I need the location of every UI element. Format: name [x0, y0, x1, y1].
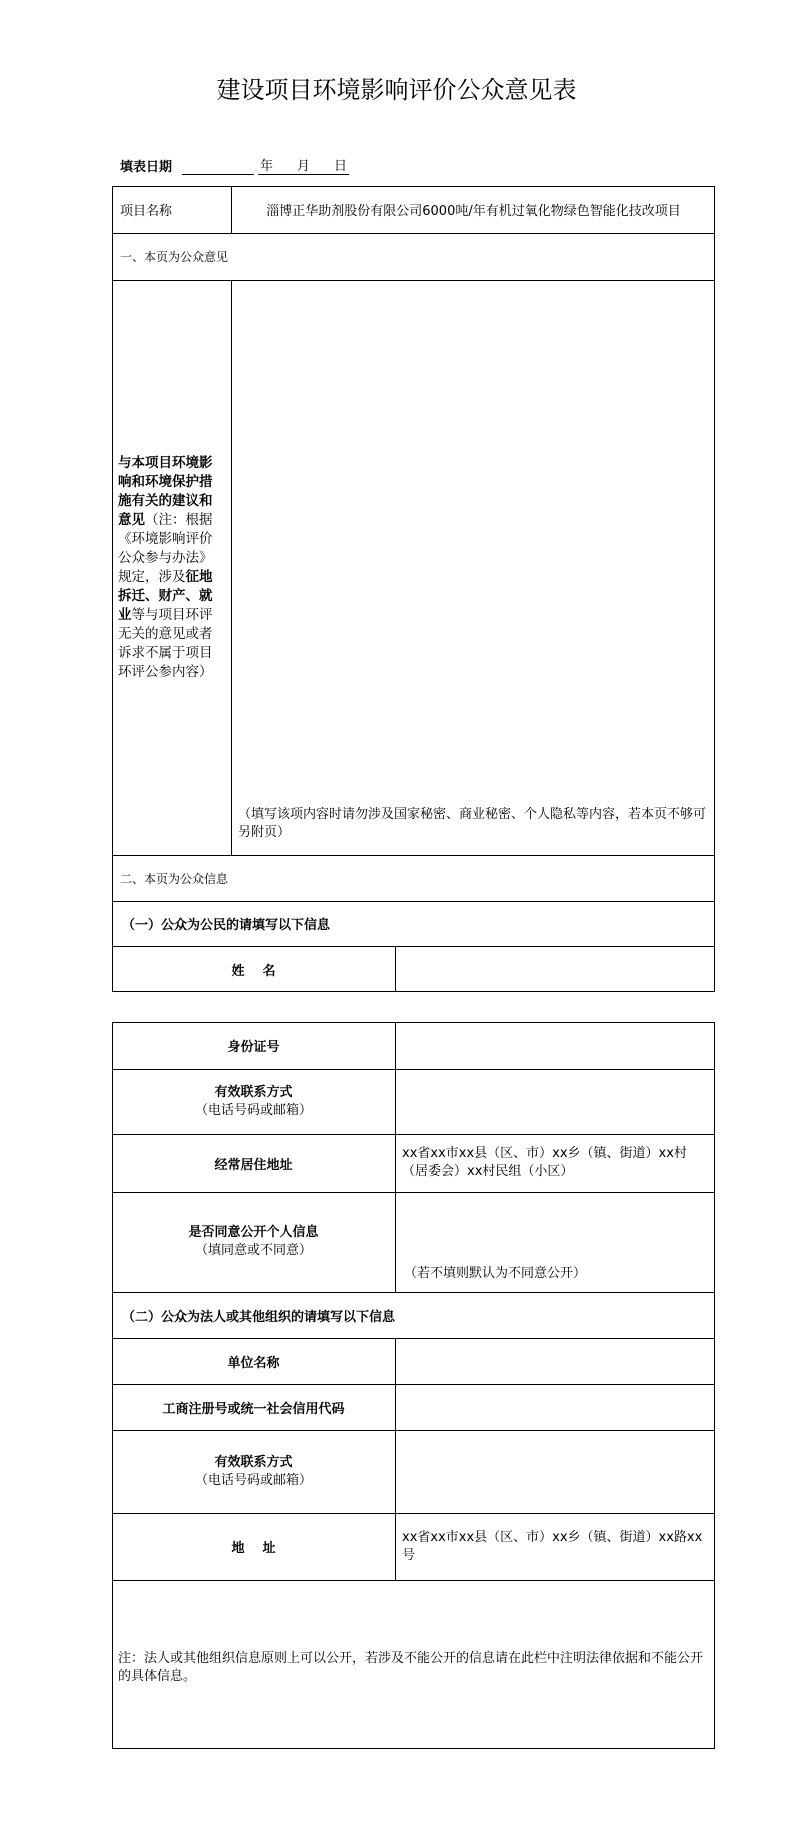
name-label: 姓 名 [231, 963, 276, 979]
date-year-label: 年 [258, 155, 295, 175]
residence-label: 经常居住地址 [214, 1157, 293, 1173]
opinion-input-area[interactable] [232, 281, 715, 791]
id-number-input[interactable] [396, 1022, 715, 1069]
opinion-note: （填写该项内容时请勿涉及国家秘密、商业秘密、个人隐私等内容，若本页不够可另附页） [238, 807, 707, 840]
address-label: 地 址 [231, 1541, 276, 1556]
contact-input[interactable] [396, 1069, 715, 1134]
section2-header: 二、本页为公众信息 [120, 871, 229, 886]
unit-name-label: 单位名称 [227, 1355, 280, 1371]
opinion-label: 与本项目环境影 响和环境保护措 施有关的建议和 意见（注：根据 《环境影响评价 公众参与办法》 规定，涉及征地 拆迁、财产、就 业等与项目环评 无关的意见或者 诉求不属于项目 环评公参内容） [118, 454, 213, 680]
org-footnote: 注：法人或其他组织信息原则上可以公开，若涉及不能公开的信息请在此栏中注明法律依据和不能公开的具体信息。 [118, 1651, 704, 1684]
registration-code-label: 工商注册号或统一社会信用代码 [162, 1401, 345, 1417]
consent-input[interactable] [396, 1192, 715, 1262]
contact-label: 有效联系方式 （电话号码或邮箱） [194, 1084, 312, 1118]
citizen-info-header: （一）公众为公民的请填写以下信息 [122, 918, 331, 933]
unit-name-input[interactable] [396, 1338, 715, 1384]
fill-date-row [120, 155, 349, 175]
org-contact-label: 有效联系方式 （电话号码或邮箱） [194, 1454, 312, 1488]
date-day-label: 日 [332, 155, 349, 175]
consent-note: （若不填则默认为不同意公开） [404, 1266, 587, 1281]
date-year-blank[interactable] [182, 160, 254, 175]
id-number-label: 身份证号 [227, 1040, 280, 1055]
form-title: 建设项目环境影响评价公众意见表 [216, 76, 577, 104]
address-value[interactable]: xx省xx市xx县（区、市）xx乡（镇、街道）xx路xx号 [402, 1529, 703, 1563]
org-contact-input[interactable] [396, 1430, 715, 1513]
project-name-value: 淄博正华助剂股份有限公司6000吨/年有机过氧化物绿色智能化技改项目 [266, 204, 681, 219]
org-info-header: （二）公众为法人或其他组织的请填写以下信息 [122, 1309, 396, 1325]
project-name-label: 项目名称 [120, 204, 173, 219]
name-input[interactable] [396, 946, 715, 992]
residence-value[interactable]: xx省xx市xx县（区、市）xx乡（镇、街道）xx村（居委会）xx村民组（小区） [402, 1146, 687, 1179]
section1-header: 一、本页为公众意见 [120, 250, 229, 264]
fill-date-label: 填表日期 [120, 160, 173, 175]
registration-code-input[interactable] [396, 1384, 715, 1430]
date-month-label: 月 [295, 155, 332, 175]
consent-label: 是否同意公开个人信息 （填同意或不同意） [188, 1225, 319, 1258]
